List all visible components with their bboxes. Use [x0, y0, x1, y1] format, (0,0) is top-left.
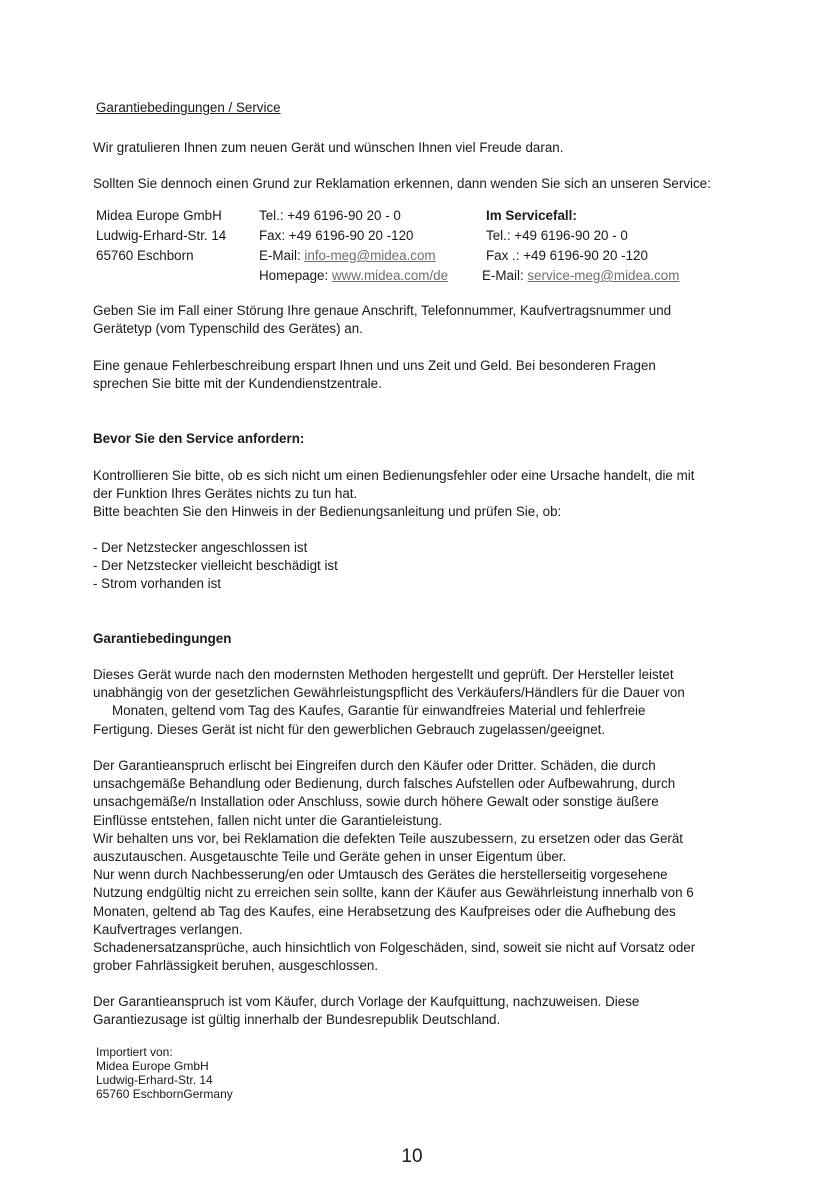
contact-fax: Fax: +49 6196-90 20 -120 [259, 228, 414, 243]
list-item: - Strom vorhanden ist [93, 576, 222, 592]
list-item: - Der Netzstecker angeschlossen ist [93, 540, 308, 555]
contact-homepage-row [259, 266, 448, 286]
complaint-text: Sollten Sie dennoch einen Grund zur Reklamation erkennen, dann wenden Sie sich an unseren Service: [93, 176, 711, 191]
contact-homepage-label: Homepage: [259, 268, 329, 283]
importer-address: Importiert von: Midea Europe GmbH Ludwig-Erhard-Str. 14 65760 EschbornGermany [96, 1045, 233, 1101]
servicefall-email-label: E-Mail: [482, 268, 524, 283]
contact-email-link[interactable]: info-meg@midea.com [304, 248, 436, 263]
list-item: - Der Netzstecker vielleicht beschädigt ist [93, 558, 338, 574]
paragraph-kontrolle: Kontrollieren Sie bitte, ob es sich nicht um einen Bedienungsfehler oder eine Ursache handelt, die mit der Funktion Ihres Gerätes nichts zu tun hat. Bitte beachten Sie den Hinweis in der Bedienungsanleitung und prüfen Sie, ob: [93, 468, 695, 520]
paragraph-fehler: Eine genaue Fehlerbeschreibung erspart Ihnen und uns Zeit und Geld. Bei besonderen Fragen sprechen Sie bitte mit der Kundendienstzentrale. [93, 358, 656, 392]
servicefall-heading: Im Servicefall: [486, 208, 577, 223]
paragraph-nachweis: Der Garantieanspruch ist vom Käufer, durch Vorlage der Kaufquittung, nachzuweisen. Diese Garantiezusage ist gültig innerhalb der Bundesrepublik Deutschland. [93, 994, 640, 1028]
page-number: 10 [401, 1146, 423, 1167]
company-name: Midea Europe GmbH [96, 208, 222, 223]
servicefall-details [482, 206, 679, 286]
contact-email-label: E-Mail: [259, 248, 301, 263]
intro-text: Wir gratulieren Ihnen zum neuen Gerät und wünschen Ihnen viel Freude daran. [93, 140, 564, 155]
paragraph-geraet: Dieses Gerät wurde nach den modernsten Methoden hergestellt und geprüft. Der Hersteller leistet unabhängig von der gesetzlichen Gewährleistungspflicht des Verkäufers/Händlers für die Dauer von Monaten, geltend vom Tag des Kaufes, Garantie für einwandfreies Material und fehlerfreie Fertigung. Dieses Gerät ist nicht für den gewerblichen Gebrauch zugelassen/geeignet. [93, 667, 685, 737]
servicefall-email-link[interactable]: service-meg@midea.com [527, 268, 680, 283]
servicefall-email-row [482, 266, 679, 286]
checklist [93, 539, 738, 594]
contact-homepage-link[interactable]: www.midea.com/de [331, 268, 449, 283]
guarantee-heading: Garantiebedingungen [93, 631, 232, 646]
contact-tel: Tel.: +49 6196-90 20 - 0 [259, 208, 401, 223]
contact-email-row [259, 246, 448, 266]
paragraph-anspruch: Der Garantieanspruch erlischt bei Eingreifen durch den Käufer oder Dritter. Schäden, die durch unsachgemäße Behandlung oder Bedienung, durch falsches Aufstellen oder Aufbewahrung, durch unsachgemäße/n Installation oder Anschluss, sowie durch höhere Gewalt oder sonstige äußere Einflüsse entstehen, fallen nicht unter die Garantieleistung. Wir behalten uns vor, bei Reklamation die defekten Teile auszubessern, zu ersetzen oder das Gerät auszutauschen. Ausgetauschte Teile und Geräte gehen in unser Eigentum über. Nur wenn durch Nachbesserung/en oder Umtausch des Gerätes die herstellerseitig vorgesehene Nutzung endgültig nicht zu erreichen sein sollte, kann der Käufer aus Gewährleistung innerhalb von 6 Monaten, geltend ab Tag des Kaufes, eine Herabsetzung des Kaufpreises oder die Aufhebung des Kaufvertrages verlangen. Schadenersatzansprüche, auch hinsichtlich von Folgeschäden, sind, soweit sie nicht auf Vorsatz oder grober Fahrlässigkeit beruhen, ausgeschlossen. [93, 758, 696, 974]
company-city: 65760 Eschborn [96, 248, 194, 263]
contact-details [259, 206, 448, 286]
servicefall-tel: Tel.: +49 6196-90 20 - 0 [486, 228, 628, 243]
company-street: Ludwig-Erhard-Str. 14 [96, 228, 227, 243]
page-title: Garantiebedingungen / Service [96, 100, 281, 115]
before-service-heading: Bevor Sie den Service anfordern: [93, 431, 305, 446]
company-address [96, 206, 226, 266]
servicefall-fax: Fax .: +49 6196-90 20 -120 [486, 248, 648, 263]
paragraph-stoerung: Geben Sie im Fall einer Störung Ihre genaue Anschrift, Telefonnummer, Kaufvertragsnummer und Gerätetyp (vom Typenschild des Gerätes) an. [93, 303, 672, 337]
